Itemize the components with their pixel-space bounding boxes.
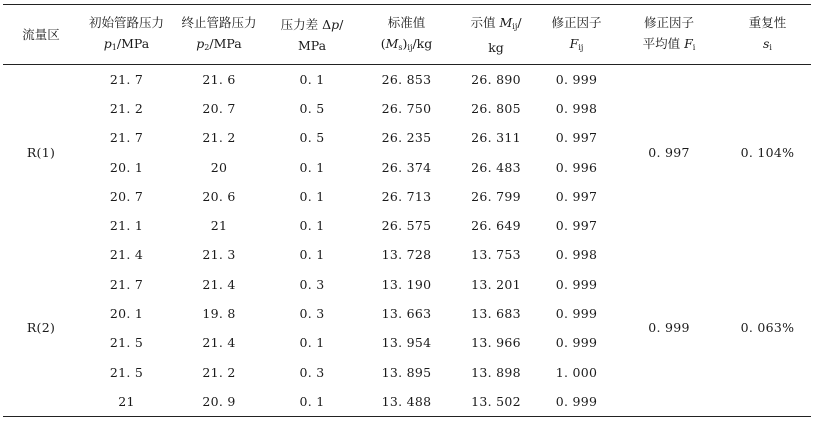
header-pressure-difference <box>264 5 360 65</box>
standard-value-cell: 26. 853 <box>381 71 432 87</box>
header-standard-value-unit: /kg <box>412 35 433 51</box>
final-pressure-cell: 21. 3 <box>202 247 236 263</box>
correction-factor-cell: 0. 996 <box>555 159 598 175</box>
initial-pressure-cell: 20. 1 <box>109 159 144 175</box>
pressure-difference-cell: 0. 3 <box>299 364 325 380</box>
pressure-difference-cell: 0. 1 <box>299 247 325 263</box>
header-repeatability-subscript: i <box>769 42 772 52</box>
pressure-difference-cell: 0. 1 <box>299 393 325 409</box>
indicated-value-cell: 26. 649 <box>471 218 521 234</box>
header-correction-factor-mean-subscript: i <box>692 42 696 52</box>
indicated-value-cell: 13. 898 <box>471 364 521 380</box>
header-initial-pressure-subscript: 1 <box>111 42 117 52</box>
header-zone <box>3 5 79 65</box>
header-standard-value <box>360 5 453 65</box>
header-final-pressure-subscript: 2 <box>204 42 210 52</box>
header-row <box>3 5 811 65</box>
pressure-difference-cell: 0. 3 <box>299 306 325 322</box>
table-header <box>3 5 811 65</box>
initial-pressure-cell: 21. 7 <box>109 71 144 87</box>
header-final-pressure <box>174 5 264 65</box>
correction-factor-mean-cell: 0. 997 <box>648 145 690 161</box>
header-indicated-value-title: 示值 <box>470 14 500 30</box>
standard-value-cell: 13. 488 <box>381 393 432 409</box>
final-pressure-cell: 21. 2 <box>202 364 236 380</box>
indicated-value-cell: 13. 502 <box>471 393 521 409</box>
standard-value-cell: 26. 235 <box>381 130 432 146</box>
header-standard-value-open-paren: ( <box>380 35 386 51</box>
pressure-difference-cell: 0. 1 <box>299 188 325 204</box>
correction-factor-cell: 0. 997 <box>555 188 598 204</box>
header-correction-factor-mean <box>614 5 724 65</box>
header-final-pressure-symbol: p <box>196 35 205 51</box>
header-correction-factor-symbol: F <box>569 35 579 51</box>
indicated-value-cell: 26. 311 <box>471 130 521 146</box>
header-pressure-difference-title: 压力差 Δ <box>280 16 332 32</box>
final-pressure-cell: 21. 4 <box>202 335 236 351</box>
table-row <box>3 65 811 94</box>
pressure-difference-cell: 0. 1 <box>299 159 325 175</box>
correction-factor-cell: 0. 998 <box>555 100 598 116</box>
header-standard-value-symbol: M <box>385 35 399 51</box>
indicated-value-cell: 26. 805 <box>471 100 521 116</box>
header-repeatability <box>724 5 811 65</box>
header-correction-factor-title: 修正因子 <box>551 14 602 30</box>
header-indicated-value-slash: / <box>517 14 522 30</box>
standard-value-cell: 26. 750 <box>381 100 432 116</box>
initial-pressure-cell: 21 <box>118 393 135 409</box>
final-pressure-cell: 20. 6 <box>202 188 236 204</box>
initial-pressure-cell: 20. 7 <box>109 188 144 204</box>
header-repeatability-title: 重复性 <box>748 14 787 30</box>
standard-value-cell: 26. 374 <box>381 159 432 175</box>
correction-factor-cell: 0. 999 <box>555 393 598 409</box>
correction-factor-cell: 0. 999 <box>555 71 598 87</box>
initial-pressure-cell: 21. 5 <box>109 335 144 351</box>
table-row <box>3 240 811 269</box>
correction-factor-cell: 0. 999 <box>555 276 598 292</box>
final-pressure-cell: 20. 9 <box>202 393 236 409</box>
indicated-value-cell: 13. 683 <box>471 306 521 322</box>
header-correction-factor-mean-title: 修正因子 <box>643 14 694 30</box>
indicated-value-cell: 26. 890 <box>471 71 521 87</box>
final-pressure-cell: 21. 2 <box>202 130 236 146</box>
header-standard-value-close-paren: ) <box>402 35 408 51</box>
calibration-table <box>3 4 811 417</box>
header-indicated-value-symbol: M <box>499 14 513 30</box>
indicated-value-cell: 13. 966 <box>471 335 521 351</box>
header-initial-pressure-symbol: p <box>103 35 112 51</box>
header-indicated-value-unit: kg <box>488 39 504 55</box>
header-standard-value-title: 标准值 <box>387 14 426 30</box>
correction-factor-cell: 0. 998 <box>555 247 598 263</box>
initial-pressure-cell: 21. 7 <box>109 276 144 292</box>
standard-value-cell: 26. 575 <box>381 218 432 234</box>
header-final-pressure-unit: /MPa <box>209 35 242 51</box>
correction-factor-mean-cell: 0. 999 <box>648 320 690 336</box>
indicated-value-cell: 13. 753 <box>471 247 521 263</box>
correction-factor-cell: 0. 997 <box>555 130 598 146</box>
standard-value-cell: 13. 728 <box>381 247 432 263</box>
indicated-value-cell: 26. 483 <box>471 159 521 175</box>
final-pressure-cell: 19. 8 <box>202 306 236 322</box>
indicated-value-cell: 26. 799 <box>471 188 521 204</box>
header-correction-factor-subscript: ij <box>578 42 584 52</box>
standard-value-cell: 13. 954 <box>381 335 432 351</box>
repeatability-cell: 0. 104% <box>740 145 795 161</box>
header-repeatability-symbol: s <box>763 35 770 51</box>
standard-value-cell: 26. 713 <box>381 188 432 204</box>
initial-pressure-cell: 21. 5 <box>109 364 144 380</box>
pressure-difference-cell: 0. 5 <box>299 100 325 116</box>
header-initial-pressure <box>79 5 174 65</box>
correction-factor-cell: 0. 999 <box>555 306 598 322</box>
standard-value-cell: 13. 895 <box>381 364 432 380</box>
pressure-difference-cell: 0. 1 <box>299 218 325 234</box>
repeatability-cell: 0. 063% <box>740 320 795 336</box>
header-correction-factor-mean-subtitle: 平均值 <box>642 35 685 51</box>
final-pressure-cell: 21 <box>210 218 228 234</box>
header-standard-value-subscript-ij: ij <box>407 42 413 52</box>
initial-pressure-cell: 21. 2 <box>109 100 144 116</box>
header-pressure-difference-unit: MPa <box>297 37 327 53</box>
standard-value-cell: 13. 190 <box>381 276 432 292</box>
final-pressure-cell: 20. 7 <box>202 100 236 116</box>
zone-cell: R(2) <box>26 320 56 336</box>
table-body <box>3 65 811 417</box>
header-initial-pressure-unit: /MPa <box>116 35 150 51</box>
final-pressure-cell: 20 <box>210 159 228 175</box>
header-final-pressure-title: 终止管路压力 <box>181 14 257 30</box>
standard-value-cell: 13. 663 <box>381 306 432 322</box>
header-correction-factor-mean-symbol: F <box>684 35 693 51</box>
header-indicated-value <box>453 5 539 65</box>
correction-factor-cell: 0. 999 <box>555 335 598 351</box>
initial-pressure-cell: 20. 1 <box>109 306 144 322</box>
initial-pressure-cell: 21. 1 <box>109 218 144 234</box>
initial-pressure-cell: 21. 7 <box>109 130 144 146</box>
header-initial-pressure-title: 初始管路压力 <box>88 14 164 30</box>
header-pressure-difference-symbol: p <box>331 16 340 32</box>
header-standard-value-subscript: s <box>398 42 403 52</box>
header-indicated-value-subscript: ij <box>512 21 518 31</box>
final-pressure-cell: 21. 6 <box>202 71 236 87</box>
initial-pressure-cell: 21. 4 <box>109 247 144 263</box>
indicated-value-cell: 13. 201 <box>471 276 521 292</box>
correction-factor-cell: 1. 000 <box>555 364 598 380</box>
header-correction-factor <box>539 5 614 65</box>
final-pressure-cell: 21. 4 <box>202 276 236 292</box>
correction-factor-cell: 0. 997 <box>555 218 598 234</box>
header-zone-label: 流量区 <box>22 27 60 42</box>
pressure-difference-cell: 0. 1 <box>299 335 325 351</box>
pressure-difference-cell: 0. 5 <box>299 130 325 146</box>
zone-cell: R(1) <box>26 145 56 161</box>
pressure-difference-cell: 0. 3 <box>299 276 325 292</box>
header-pressure-difference-slash: / <box>339 16 344 32</box>
pressure-difference-cell: 0. 1 <box>299 71 325 87</box>
